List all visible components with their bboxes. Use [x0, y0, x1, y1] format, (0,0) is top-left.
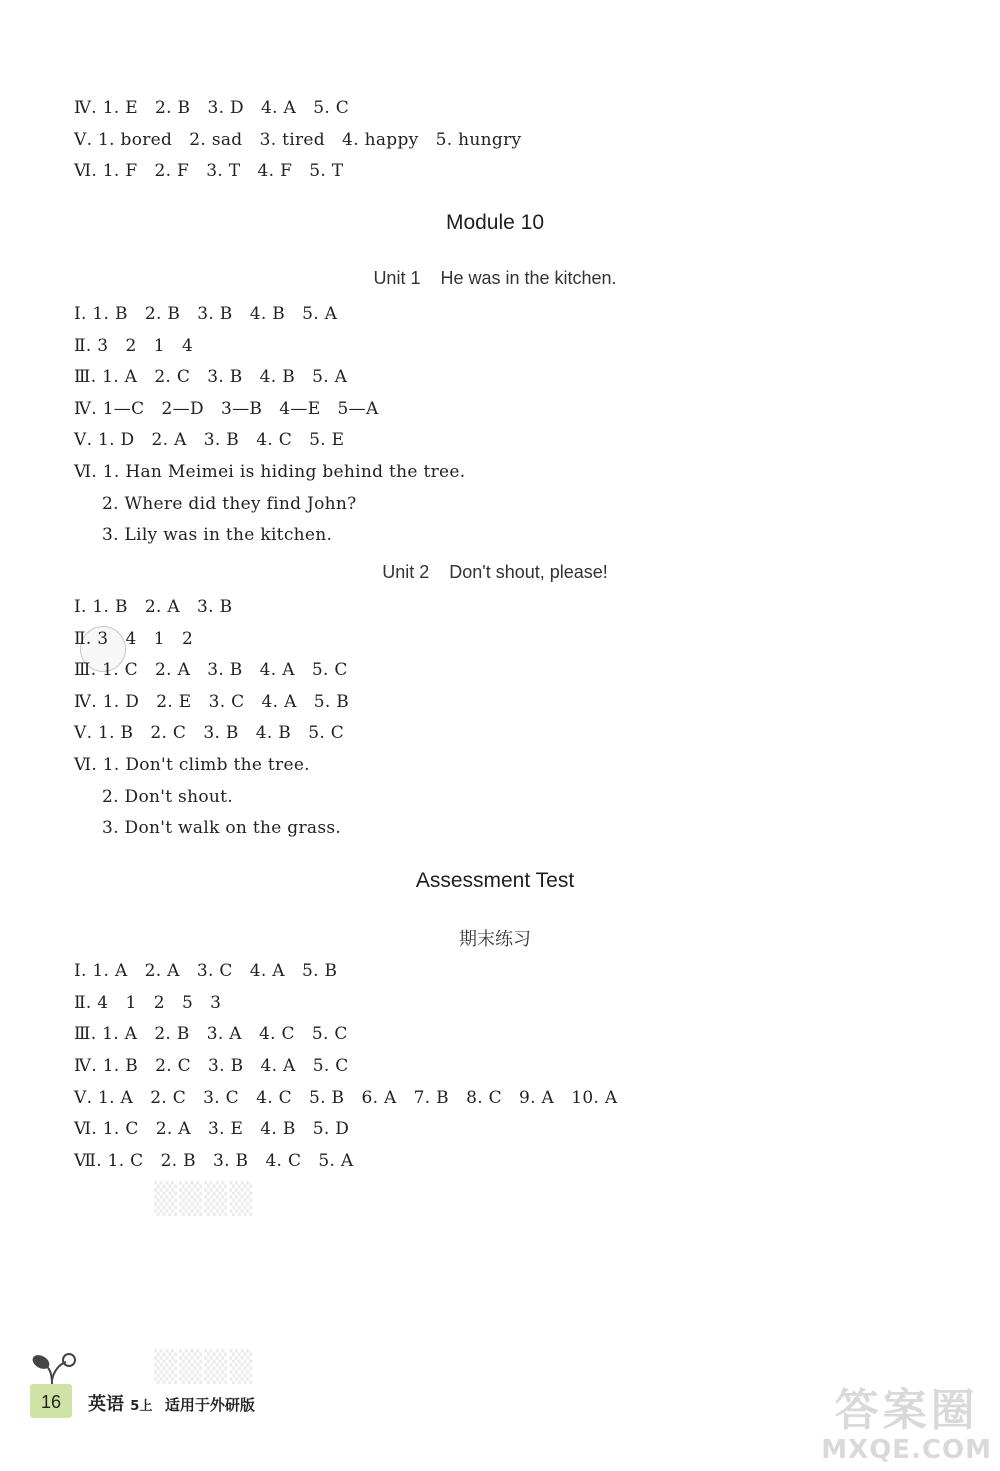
answer-line: 3. Don't walk on the grass.: [102, 818, 342, 838]
answer-line: Ⅵ. 1. F 2. F 3. T 4. F 5. T: [74, 161, 344, 181]
footer-subject: 英语: [88, 1394, 124, 1415]
unit2-title: Unit 2 Don't shout, please!: [382, 562, 608, 582]
answer-line: Ⅴ. 1. D 2. A 3. B 4. C 5. E: [74, 430, 345, 450]
assessment-subtitle: 期末练习: [459, 929, 531, 949]
footer-title: [88, 1390, 255, 1416]
answer-line: Ⅵ. 1. Don't climb the tree.: [74, 755, 310, 775]
unit1-title: Unit 1 He was in the kitchen.: [373, 268, 617, 288]
watermark: [821, 1387, 992, 1465]
answer-line: Ⅳ. 1—C 2—D 3—B 4—E 5—A: [74, 399, 379, 419]
faint-stamp: ▒▒▒▒: [154, 1350, 255, 1385]
answer-line: Ⅳ. 1. B 2. C 3. B 4. A 5. C: [74, 1056, 349, 1076]
answer-line: Ⅶ. 1. C 2. B 3. B 4. C 5. A: [74, 1151, 354, 1171]
answer-line: 3. Lily was in the kitchen.: [102, 525, 333, 545]
answer-line: Ⅳ. 1. E 2. B 3. D 4. A 5. C: [74, 98, 350, 118]
footer-grade: 5上: [130, 1399, 153, 1414]
answer-line: Ⅰ. 1. A 2. A 3. C 4. A 5. B: [74, 961, 338, 981]
answer-line: Ⅵ. 1. C 2. A 3. E 4. B 5. D: [74, 1119, 350, 1139]
answer-line: Ⅰ. 1. B 2. A 3. B: [74, 597, 233, 617]
answer-line: Ⅴ. 1. B 2. C 3. B 4. B 5. C: [74, 723, 345, 743]
answer-line: Ⅱ. 3 4 1 2: [74, 629, 194, 649]
faint-stamp: ▒▒▒▒: [154, 1182, 255, 1217]
answer-line: Ⅲ. 1. A 2. B 3. A 4. C 5. C: [74, 1024, 348, 1044]
answer-line: Ⅴ. 1. bored 2. sad 3. tired 4. happy 5. hungry: [74, 130, 522, 150]
answer-line: Ⅵ. 1. Han Meimei is hiding behind the tree.: [74, 462, 466, 482]
answer-line: Ⅲ. 1. C 2. A 3. B 4. A 5. C: [74, 660, 348, 680]
page-number: 16: [30, 1384, 72, 1418]
answer-line: Ⅱ. 4 1 2 5 3: [74, 993, 222, 1013]
watermark-text: 答案圈: [834, 1385, 979, 1436]
answer-line: Ⅴ. 1. A 2. C 3. C 4. C 5. B 6. A 7. B 8. C 9. A 10. A: [74, 1088, 618, 1108]
answer-line: Ⅳ. 1. D 2. E 3. C 4. A 5. B: [74, 692, 350, 712]
assessment-title: Assessment Test: [415, 869, 575, 892]
answer-line: 2. Don't shout.: [102, 787, 233, 807]
module-title: Module 10: [445, 211, 545, 234]
sprout-icon: [30, 1350, 80, 1386]
watermark-url: MXQE.COM: [821, 1435, 992, 1465]
answer-line: Ⅰ. 1. B 2. B 3. B 4. B 5. A: [74, 304, 338, 324]
answer-line: 2. Where did they find John?: [102, 494, 357, 514]
answer-line: Ⅲ. 1. A 2. C 3. B 4. B 5. A: [74, 367, 348, 387]
footer-edition: 适用于外研版: [164, 1396, 255, 1414]
answer-line: Ⅱ. 3 2 1 4: [74, 336, 194, 356]
